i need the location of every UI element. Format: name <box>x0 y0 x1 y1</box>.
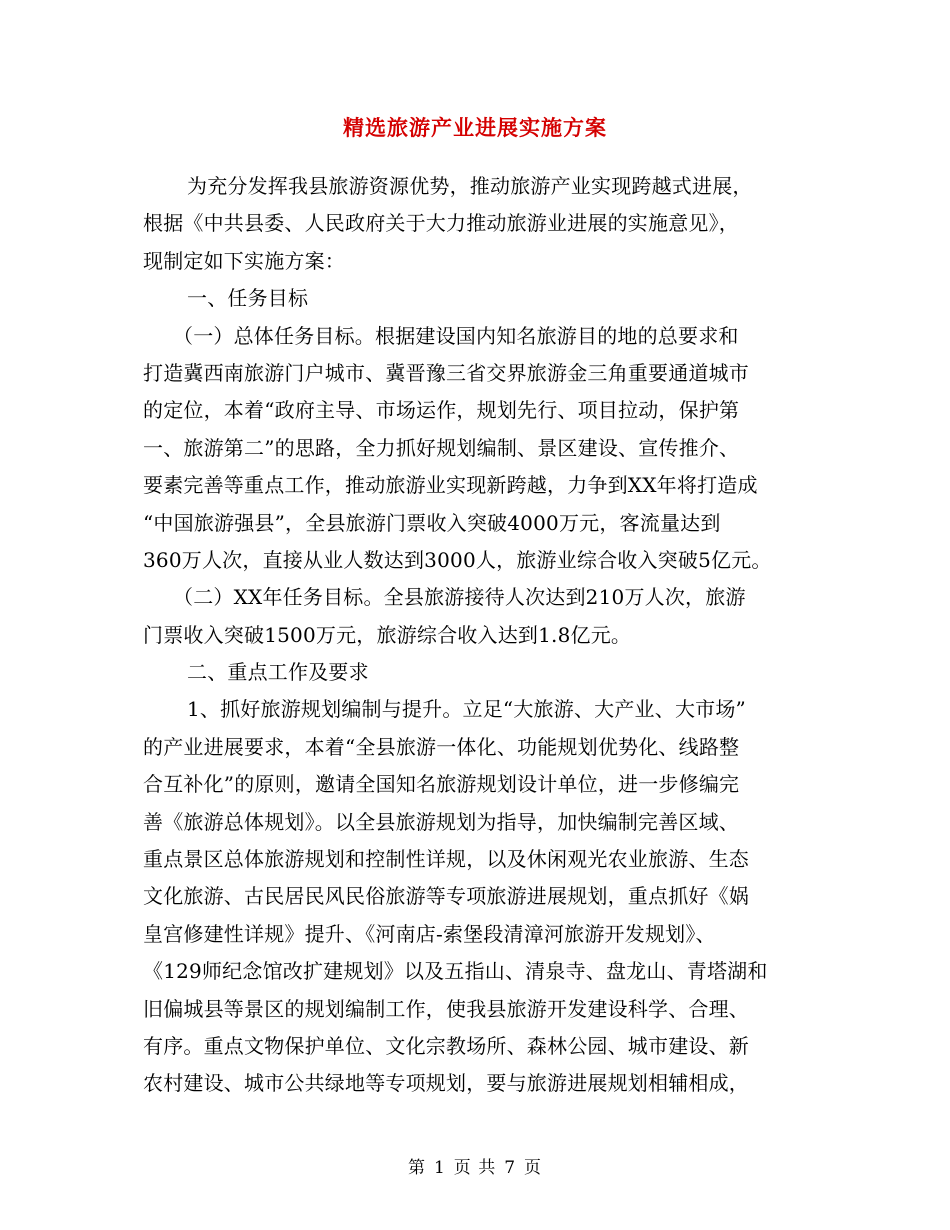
paragraph-line: 皇宫修建性详规》提升、《河南店-索堡段清漳河旅游开发规划》、 <box>143 921 716 946</box>
paragraph-line: 旧偏城县等景区的规划编制工作，使我县旅游开发建设科学、合理、 <box>143 996 749 1021</box>
paragraph-line: 一、旅游第二”的思路，全力抓好规划编制、景区建设、宣传推介、 <box>143 435 740 460</box>
paragraph-line: 为充分发挥我县旅游资源优势，推动旅游产业实现跨越式进展， <box>187 174 753 198</box>
paragraph-line: 要素完善等重点工作，推动旅游业实现新跨越，力争到XX年将打造成 <box>143 473 758 498</box>
paragraph-line: 重点景区总体旅游规划和控制性详规，以及休闲观光农业旅游、生态 <box>143 847 749 872</box>
section-heading: 一、任务目标 <box>187 286 309 311</box>
paragraph-line: 1、抓好旅游规划编制与提升。立足“大旅游、大产业、大市场” <box>187 697 746 722</box>
page-footer <box>0 1153 950 1178</box>
page-number: 1 <box>433 1158 446 1178</box>
paragraph-line: “中国旅游强县”，全县旅游门票收入突破4000万元，客流量达到 <box>143 510 721 535</box>
paragraph-line: 《129师纪念馆改扩建规划》以及五指山、清泉寺、盘龙山、青塔湖和 <box>143 959 768 984</box>
footer-prefix: 第 <box>407 1158 426 1178</box>
paragraph-line: 文化旅游、古民居民风民俗旅游等专项旅游进展规划，重点抓好《娲 <box>143 884 749 909</box>
paragraph-line: 的产业进展要求，本着“全县旅游一体化、功能规划优势化、线路整 <box>143 734 740 759</box>
paragraph-line: 有序。重点文物保护单位、文化宗教场所、森林公园、城市建设、新 <box>143 1033 749 1058</box>
document-body <box>143 168 808 1103</box>
footer-suffix: 页 <box>524 1158 543 1178</box>
paragraph-line: 的定位，本着“政府主导、市场运作，规划先行、项目拉动，保护第 <box>143 398 740 423</box>
paragraph-line: 善《旅游总体规划》。以全县旅游规划为指导，加快编制完善区域、 <box>143 809 739 834</box>
paragraph-line: 门票收入突破1500万元，旅游综合收入达到1.8亿元。 <box>143 622 632 647</box>
paragraph-line: 根据《中共县委、人民政府关于大力推动旅游业进展的实施意见》， <box>143 211 739 236</box>
paragraph-line: 打造冀西南旅游门户城市、冀晋豫三省交界旅游金三角重要通道城市 <box>143 360 749 385</box>
paragraph-line: 360万人次，直接从业人数达到3000人，旅游业综合收入突破5亿元。 <box>143 547 772 572</box>
paragraph-line: 合互补化”的原则，邀请全国知名旅游规划设计单位，进一步修编完 <box>143 772 740 797</box>
paragraph-line: （二）XX年任务目标。全县旅游接待人次达到210万人次，旅游 <box>173 585 746 610</box>
paragraph-line: 现制定如下实施方案： <box>143 248 345 273</box>
total-pages: 7 <box>504 1158 517 1178</box>
paragraph-line: 农村建设、城市公共绿地等专项规划，要与旅游进展规划相辅相成， <box>143 1071 749 1096</box>
paragraph-line: （一）总体任务目标。根据建设国内知名旅游目的地的总要求和 <box>173 323 739 348</box>
document-title: 精选旅游产业进展实施方案 <box>343 115 607 140</box>
footer-middle: 页 共 <box>453 1158 497 1178</box>
section-heading: 二、重点工作及要求 <box>187 660 369 685</box>
